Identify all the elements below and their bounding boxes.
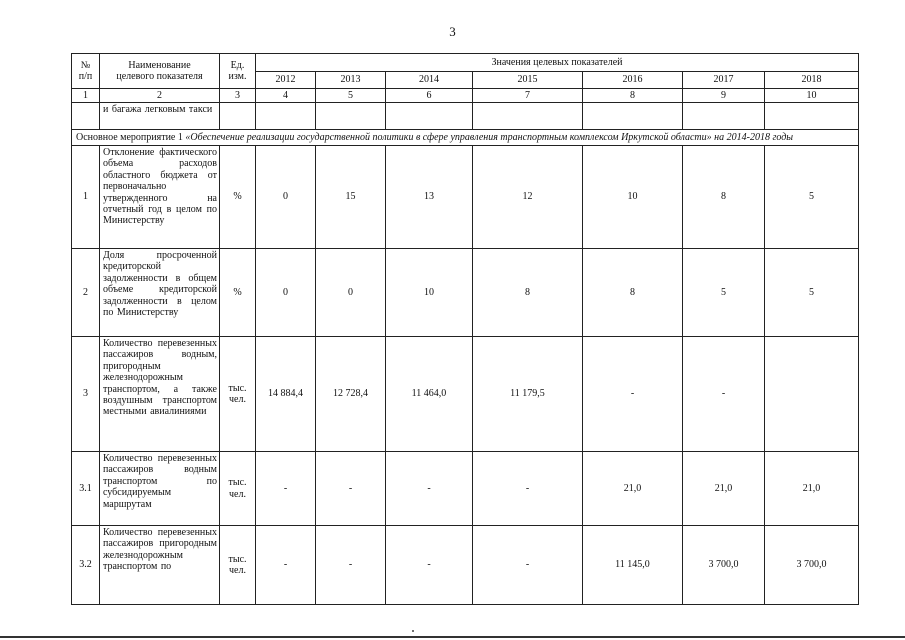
value-cell: 10 (583, 146, 683, 249)
empty-cell (316, 103, 386, 130)
value-cell: 8 (473, 249, 583, 337)
empty-cell (386, 103, 473, 130)
value-cell: 11 464,0 (386, 337, 473, 452)
header-unit-cell (220, 54, 256, 89)
unit-cell: % (220, 249, 256, 337)
year-cell: 2017 (683, 72, 765, 89)
header-unit-line1: Ед. (230, 59, 245, 71)
row-number: 2 (72, 249, 100, 337)
value-cell: - (316, 526, 386, 605)
header-values-title: Значения целевых показателей (256, 54, 859, 72)
index-cell: 10 (765, 89, 859, 103)
value-cell: 0 (256, 146, 316, 249)
value-cell: - (473, 526, 583, 605)
empty-cell (220, 103, 256, 130)
empty-cell (765, 103, 859, 130)
header-row (72, 54, 859, 72)
header-name-line1: Наименование (128, 59, 191, 71)
header-num-line2: п/п (78, 71, 93, 82)
value-cell: 21,0 (583, 452, 683, 526)
value-cell: - (316, 452, 386, 526)
index-cell: 7 (473, 89, 583, 103)
index-cell: 2 (100, 89, 220, 103)
year-cell: 2015 (473, 72, 583, 89)
value-cell: 5 (683, 249, 765, 337)
empty-cell (583, 103, 683, 130)
page-bottom-edge (0, 636, 905, 638)
index-cell: 8 (583, 89, 683, 103)
value-cell: 5 (765, 249, 859, 337)
year-cell: 2018 (765, 72, 859, 89)
index-cell: 4 (256, 89, 316, 103)
header-num-line1: № (80, 59, 91, 71)
header-unit-line2: изм. (228, 71, 247, 82)
value-cell: 10 (386, 249, 473, 337)
index-cell: 3 (220, 89, 256, 103)
year-cell: 2012 (256, 72, 316, 89)
value-cell: 0 (256, 249, 316, 337)
table-row (72, 337, 859, 452)
value-cell: 13 (386, 146, 473, 249)
indicator-name: Количество перевезенных пассажиров пригородным железнодорожным транспортом по (100, 526, 220, 605)
unit-cell: тыс. чел. (220, 452, 256, 526)
value-cell: 15 (316, 146, 386, 249)
table-row (72, 249, 859, 337)
value-cell: 11 145,0 (583, 526, 683, 605)
table-row (72, 146, 859, 249)
value-cell: - (683, 337, 765, 452)
value-cell: - (473, 452, 583, 526)
index-cell: 1 (72, 89, 100, 103)
column-index-row (72, 89, 859, 103)
scan-speck (412, 630, 414, 632)
value-cell: 3 700,0 (683, 526, 765, 605)
target-indicators-table (71, 53, 859, 605)
page-number: 3 (449, 24, 456, 39)
value-cell: 0 (316, 249, 386, 337)
unit-cell: % (220, 146, 256, 249)
indicator-name: и багажа легковым такси (100, 103, 220, 130)
section-title-cell (72, 130, 859, 146)
value-cell: - (583, 337, 683, 452)
value-cell: 8 (583, 249, 683, 337)
table-row (72, 452, 859, 526)
value-cell: 21,0 (683, 452, 765, 526)
index-cell: 9 (683, 89, 765, 103)
indicator-name: Отклонение фактического объема расходов областного бюджета от первоначально утвержденного на отчетный год в целом по Министерству (100, 146, 220, 249)
header-name-line2: целевого показателя (116, 71, 203, 82)
indicator-name: Количество перевезенных пассажиров водным транспортом по субсидируемым маршрутам (100, 452, 220, 526)
value-cell: 14 884,4 (256, 337, 316, 452)
value-cell: 12 728,4 (316, 337, 386, 452)
row-number: 3 (72, 337, 100, 452)
value-cell: 5 (765, 146, 859, 249)
table-row (72, 526, 859, 605)
empty-cell (72, 103, 100, 130)
unit-cell: тыс. чел. (220, 526, 256, 605)
empty-cell (473, 103, 583, 130)
section-lead: Основное мероприятие 1 (76, 131, 186, 143)
value-cell: 11 179,5 (473, 337, 583, 452)
value-cell: - (386, 452, 473, 526)
section-row (72, 130, 859, 146)
year-cell: 2016 (583, 72, 683, 89)
section-title: «Обеспечение реализации государственной политики в сфере управления транспортным комплексом Иркутской области» на 2014-2018 годы (185, 131, 794, 143)
indicator-name: Количество перевезенных пассажиров водным, пригородным железнодорожным транспортом, а также воздушным транспортом местными авиалиниями (100, 337, 220, 452)
header-num-cell (72, 54, 100, 89)
index-cell: 6 (386, 89, 473, 103)
empty-cell (256, 103, 316, 130)
indicator-name: Доля просроченной кредиторской задолженности в общем объеме кредиторской задолженности в целом по Министерству (100, 249, 220, 337)
value-cell (765, 337, 859, 452)
row-number: 3.2 (72, 526, 100, 605)
value-cell: - (386, 526, 473, 605)
row-number: 3.1 (72, 452, 100, 526)
value-cell: - (256, 526, 316, 605)
year-cell: 2014 (386, 72, 473, 89)
header-name-cell (100, 54, 220, 89)
empty-cell (683, 103, 765, 130)
value-cell: - (256, 452, 316, 526)
unit-cell: тыс. чел. (220, 337, 256, 452)
year-cell: 2013 (316, 72, 386, 89)
row-number: 1 (72, 146, 100, 249)
value-cell: 3 700,0 (765, 526, 859, 605)
value-cell: 21,0 (765, 452, 859, 526)
index-cell: 5 (316, 89, 386, 103)
continuation-row (72, 103, 859, 130)
value-cell: 8 (683, 146, 765, 249)
value-cell: 12 (473, 146, 583, 249)
